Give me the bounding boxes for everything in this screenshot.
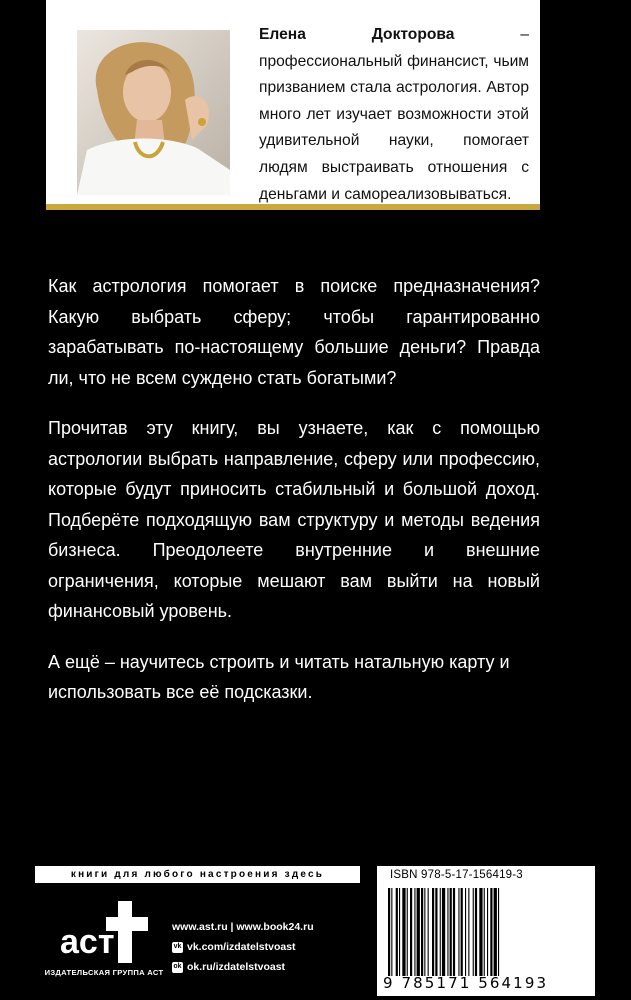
description-paragraph-2: Прочитав эту книгу, вы узнаете, как с помощью астрологии выбрать направление, сферу или профессию, которые будут приносить стабильный и большой доход. Подберёте подходящую вам структуру и методы ведения бизнеса. Преодолеете внутренние и внешние ограничения, которые мешают вам выйти на новый финансовый уровень. [48,418,540,621]
vk-icon: vk [172,942,183,953]
logo-text: аст [60,923,115,961]
slogan-bar: книги для любого настроения здесь [35,866,360,883]
description-paragraph-3: А ещё – научитесь строить и читать натальную карту и использовать все её подсказки. [48,651,510,702]
isbn-number: ISBN 978-5-17-156419-3 [390,869,523,881]
author-bio-text [259,22,529,208]
author-name: Елена Докторова [259,26,455,43]
ast-logo [56,897,152,967]
publisher-caption: ИЗДАТЕЛЬСКАЯ ГРУППА АСТ [44,968,164,977]
author-photo [77,30,230,195]
barcode-digits: 9 785171 564193 [383,974,549,992]
author-bio-card [46,0,540,210]
ok-link[interactable]: ok ok.ru/izdatelstvoast [173,961,286,973]
vk-link[interactable]: vk vk.com/izdatelstvoast [173,941,296,953]
author-bio-body: – профессиональный финансист, чьим призванием стала астрология. Автор много лет изучает возможности этой удивительной науки, помогает людям выстраивать отношения с деньгами и самореализовываться. [259,26,529,203]
barcode [386,888,586,976]
isbn-block [377,866,595,996]
description-paragraph-1: Как астрология помогает в поиске предназначения? Какую выбрать сферу; чтобы гарантированно зарабатывать по-настоящему большие деньги? Правда ли, что не всем суждено стать богатыми? [48,276,540,388]
publisher-links [172,917,372,977]
book-description [48,271,540,728]
ok-icon: ok [172,962,183,973]
sites-link[interactable]: www.ast.ru | www.book24.ru [172,921,314,933]
